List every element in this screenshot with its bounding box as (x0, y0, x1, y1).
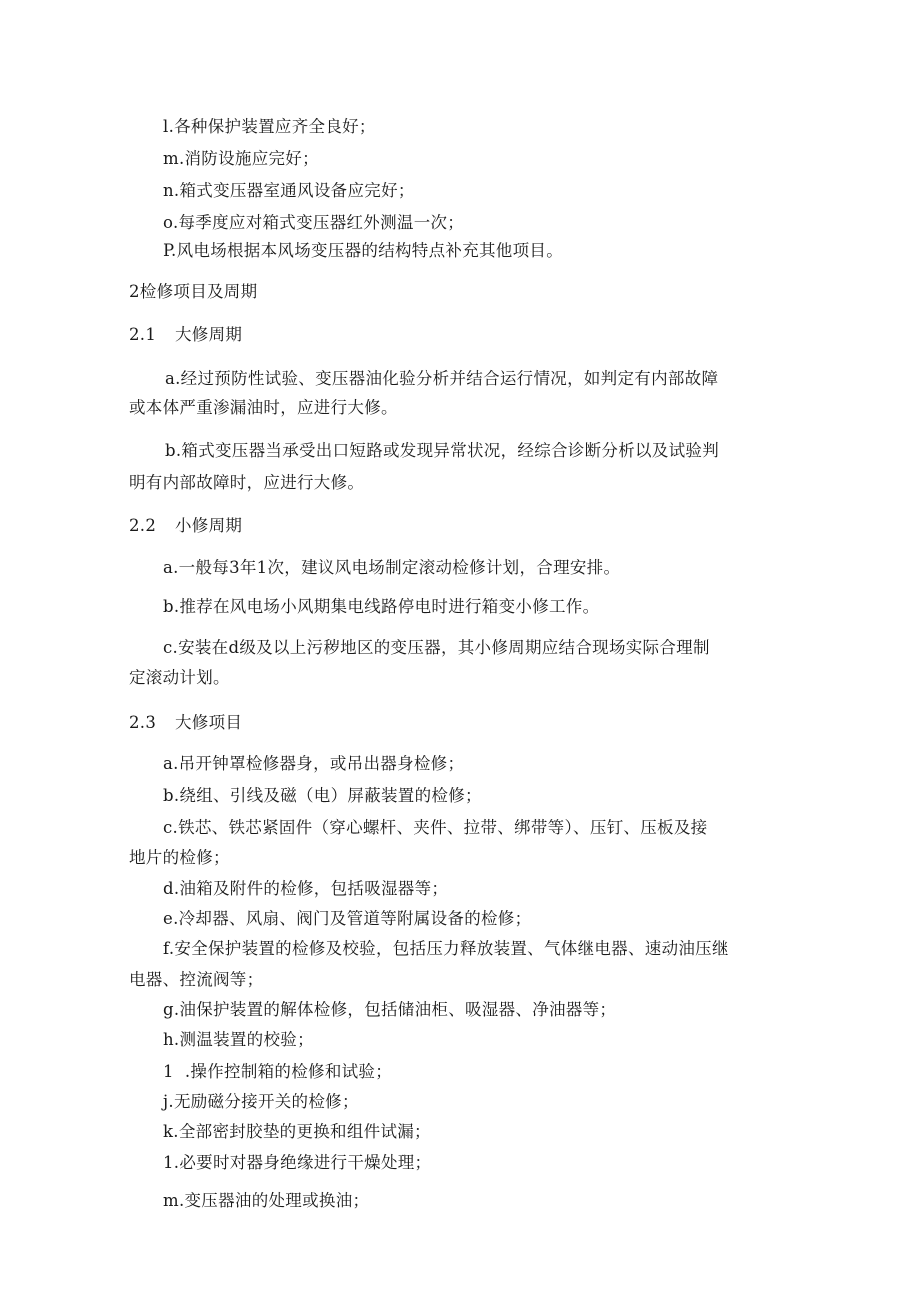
paragraph-line: f.安全保护装置的检修及校验，包括压力释放装置、气体继电器、速动油压继 (163, 939, 729, 958)
list-item: h.测温装置的校验； (163, 1030, 314, 1049)
subsection-number: 2.1 (129, 325, 157, 344)
subsection-number: 2.3 (129, 713, 157, 732)
list-item: a.吊开钟罩检修器身，或吊出器身检修； (163, 754, 465, 773)
list-item-m: m.消防设施应完好； (163, 149, 319, 168)
list-item: m.变压器油的处理或换油； (163, 1191, 370, 1210)
paragraph-line: 电器、控流阀等； (129, 970, 264, 989)
section-heading: 2检修项目及周期 (129, 282, 258, 301)
paragraph-line: 明有内部故障时，应进行大修。 (129, 473, 365, 492)
paragraph-line: 或本体严重渗漏油时，应进行大修。 (129, 398, 398, 417)
subsection-heading-2-2 (129, 516, 242, 536)
list-item: b.绕组、引线及磁（电）屏蔽装置的检修； (163, 786, 482, 805)
list-item: d.油箱及附件的检修，包括吸湿器等； (163, 879, 449, 898)
paragraph-line: a.经过预防性试验、变压器油化验分析并结合运行情况，如判定有内部故障 (165, 369, 719, 388)
paragraph-line: 定滚动计划。 (129, 668, 230, 687)
list-item: 1 .操作控制箱的检修和试验； (163, 1062, 393, 1081)
list-item-n: n.箱式变压器室通风设备应完好； (163, 181, 415, 200)
subsection-heading-2-1 (129, 325, 242, 345)
list-item: k.全部密封胶垫的更换和组件试漏； (163, 1122, 431, 1141)
paragraph-line: c.铁芯、铁芯紧固件（穿心螺杆、夹件、拉带、绑带等）、压钉、压板及接 (163, 818, 708, 837)
paragraph-line: b.箱式变压器当承受出口短路或发现异常状况，经综合诊断分析以及试验判 (165, 441, 720, 460)
list-item-l: l.各种保护装置应齐全良好； (163, 117, 376, 136)
subsection-title: 小修周期 (175, 516, 243, 535)
subsection-title: 大修项目 (175, 713, 243, 732)
list-item: b.推荐在风电场小风期集电线路停电时进行箱变小修工作。 (163, 597, 600, 616)
list-item: a.一般每3年1次，建议风电场制定滚动检修计划，合理安排。 (163, 558, 621, 577)
subsection-title: 大修周期 (175, 325, 243, 344)
list-item: j.无励磁分接开关的检修； (163, 1092, 359, 1111)
list-item-p: P.风电场根据本风场变压器的结构特点补充其他项目。 (163, 241, 564, 260)
subsection-number: 2.2 (129, 516, 157, 535)
paragraph-line: 地片的检修； (129, 848, 230, 867)
list-item-o: o.每季度应对箱式变压器红外测温一次； (163, 213, 465, 232)
list-item: g.油保护装置的解体检修，包括储油柜、吸湿器、净油器等； (163, 1000, 617, 1019)
list-item: 1.必要时对器身绝缘进行干燥处理； (163, 1153, 432, 1172)
paragraph-line: c.安装在d级及以上污秽地区的变压器，其小修周期应结合现场实际合理制 (163, 638, 710, 657)
subsection-heading-2-3 (129, 713, 242, 733)
list-item: e.冷却器、风扇、阀门及管道等附属设备的检修； (163, 909, 532, 928)
